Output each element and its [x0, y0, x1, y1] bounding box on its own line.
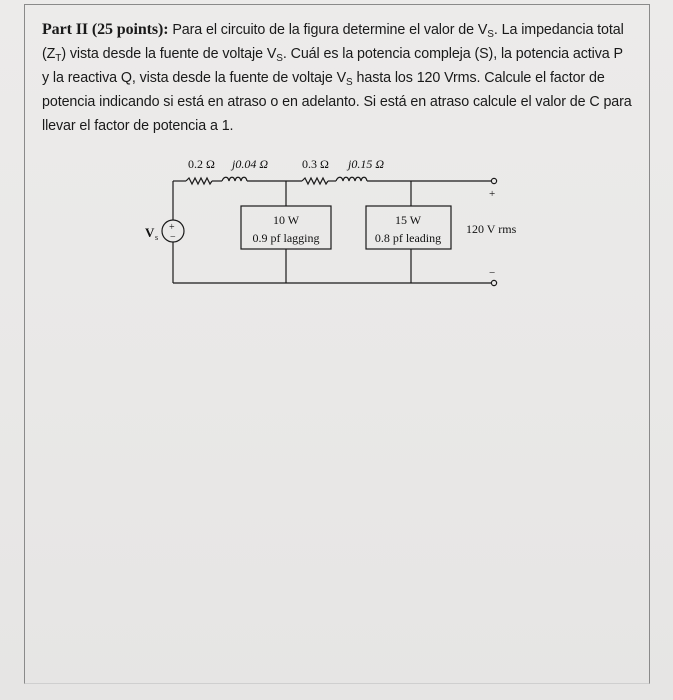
problem-text-4: . Cuál es la potencia compleja (S), la potencia activa P y la reactiva Q, vista desde la fuente de voltaje V: [42, 46, 623, 86]
terminal-minus-sign: −: [489, 267, 496, 279]
inductor-l1: [222, 177, 247, 181]
x1-label: j0.04 Ω: [232, 157, 269, 171]
source-label: V: [145, 225, 155, 240]
circuit-diagram: [136, 148, 536, 293]
r2-label: 0.3 Ω: [302, 157, 329, 171]
load2-power: 15 W: [394, 213, 422, 227]
resistor-r2: [302, 178, 328, 184]
problem-text-1: Para el circuito de la figura determine el valor de V: [168, 22, 488, 38]
terminal-plus-sign: +: [489, 188, 496, 200]
output-voltage-label: 120 V rms: [466, 222, 517, 236]
subscript-s-2: S: [276, 53, 283, 64]
resistor-r1: [186, 178, 212, 184]
source-label-sub: s: [155, 233, 159, 242]
terminal-bottom: [491, 280, 496, 285]
problem-lead: Part II (25 points):: [42, 21, 169, 38]
source-plus-sign: +: [169, 222, 175, 233]
problem-text-5: hasta los 120 Vrms. Calcule el factor de potencia indicando si está en atraso o en adelanto. Si está en atraso calcule el valor de C para llevar el factor de potencia a 1.: [42, 70, 632, 134]
problem-text-2: . La impedancia total (Z: [42, 22, 624, 62]
problem-text-3: ) vista desde la fuente de voltaje V: [61, 46, 277, 62]
x2-label: j0.15 Ω: [348, 157, 385, 171]
load2-pf: 0.8 pf leading: [374, 231, 442, 245]
subscript-s-3: S: [346, 77, 353, 88]
inductor-l2: [336, 177, 367, 181]
load1-power: 10 W: [272, 213, 300, 227]
load1-pf: 0.9 pf lagging: [252, 231, 320, 245]
subscript-t: T: [55, 53, 62, 64]
problem-statement: [42, 18, 632, 138]
terminal-top: [491, 178, 496, 183]
r1-label: 0.2 Ω: [188, 157, 215, 171]
source-minus-sign: −: [170, 232, 176, 243]
subscript-s-1: S: [487, 29, 494, 40]
